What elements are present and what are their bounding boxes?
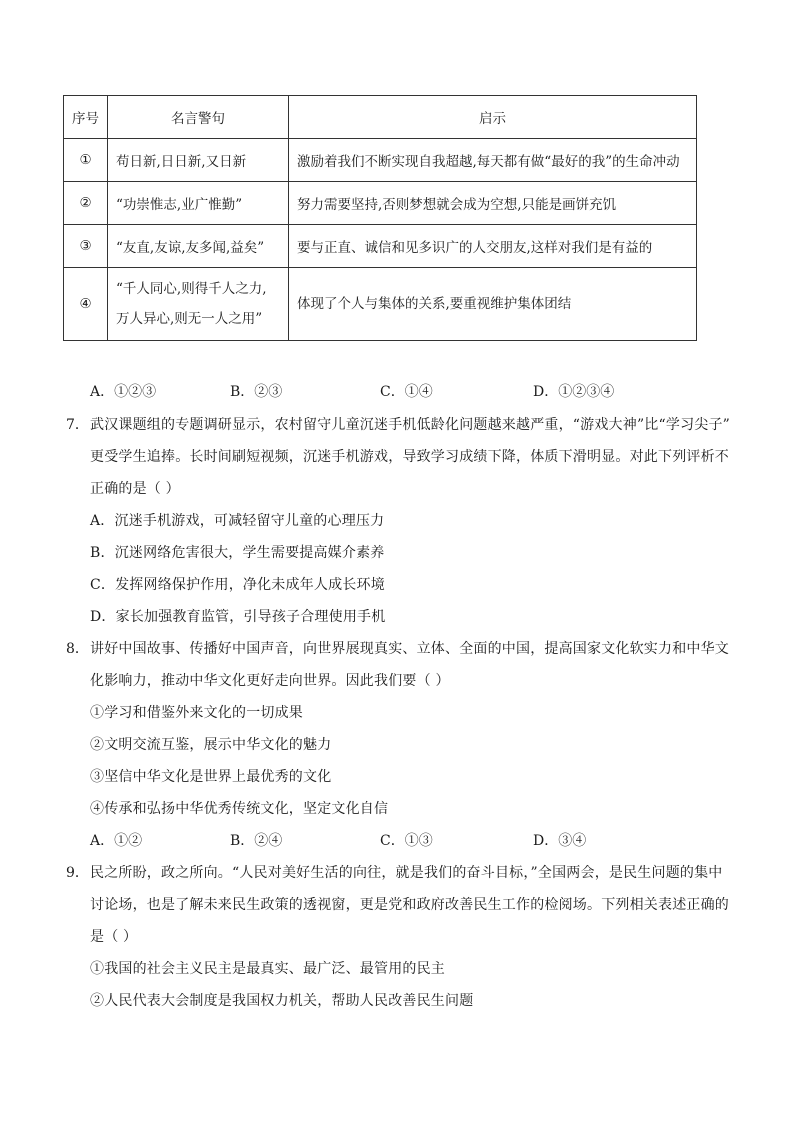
question-number: 7． — [66, 417, 89, 433]
question-stem-line: 化影响力，推动中华文化更好走向世界。因此我们要（ ） — [90, 673, 450, 689]
quotes-table — [63, 95, 697, 341]
row-number: ③ — [64, 225, 108, 268]
question-number: 9． — [66, 865, 89, 881]
statement: ④传承和弘扬中华优秀传统文化，坚定文化自信 — [90, 801, 389, 817]
option-c[interactable]: C．①④ — [380, 384, 433, 400]
row-quote — [108, 268, 289, 341]
row-insight: 努力需要坚持,否则梦想就会成为空想,只能是画饼充饥 — [289, 182, 697, 225]
option-b[interactable]: B．②④ — [230, 833, 283, 849]
table-row — [64, 268, 697, 341]
option-a[interactable]: A．沉迷手机游戏，可减轻留守儿童的心理压力 — [90, 513, 385, 529]
row-number: ④ — [64, 268, 108, 341]
row-quote: 苟日新,日日新,又日新 — [108, 139, 289, 182]
option-c[interactable]: C．发挥网络保护作用，净化未成年人成长环境 — [90, 577, 385, 593]
question-stem-line: 更受学生追捧。长时间刷短视频，沉迷手机游戏，导致学习成绩下降，体质下滑明显。对此下列评析不 — [90, 449, 729, 465]
question-stem-line: 民之所盼，政之所向。“人民对美好生活的向往，就是我们的奋斗目标，”全国两会，是民生问题的集中 — [90, 865, 723, 881]
row-quote: “功崇惟志,业广惟勤” — [108, 182, 289, 225]
table-row — [64, 225, 697, 268]
option-d[interactable]: D．③④ — [533, 833, 587, 849]
row-insight: 激励着我们不断实现自我超越,每天都有做“最好的我”的生命冲动 — [289, 139, 697, 182]
statement: ①学习和借鉴外来文化的一切成果 — [90, 705, 303, 721]
question-number: 8． — [66, 641, 89, 657]
header-insight: 启示 — [289, 96, 697, 139]
q6-options — [90, 381, 730, 401]
table-row — [64, 139, 697, 182]
table-row — [64, 182, 697, 225]
question-stem-line: 正确的是（ ） — [90, 481, 180, 497]
header-quote: 名言警句 — [108, 96, 289, 139]
question-stem-line: 是（ ） — [90, 929, 138, 945]
q8-options — [90, 830, 730, 850]
row-insight: 体现了个人与集体的关系,要重视维护集体团结 — [289, 268, 697, 341]
row-number: ② — [64, 182, 108, 225]
statement: ②人民代表大会制度是我国权力机关，帮助人民改善民生问题 — [90, 993, 474, 1009]
header-number: 序号 — [64, 96, 108, 139]
option-b[interactable]: B．沉迷网络危害很大，学生需要提高媒介素养 — [90, 545, 385, 561]
option-b[interactable]: B．②③ — [230, 384, 283, 400]
row-number: ① — [64, 139, 108, 182]
question-stem-line: 讲好中国故事、传播好中国声音，向世界展现真实、立体、全面的中国，提高国家文化软实力和中华文 — [90, 641, 729, 657]
statement: ③坚信中华文化是世界上最优秀的文化 — [90, 769, 332, 785]
option-c[interactable]: C．①③ — [380, 833, 433, 849]
question-stem-line: 讨论场，也是了解未来民生政策的透视窗，更是党和政府改善民生工作的检阅场。下列相关表述正确的 — [90, 897, 729, 913]
option-d[interactable]: D．家长加强教育监管，引导孩子合理使用手机 — [90, 609, 386, 625]
row-quote-line: 万人异心,则无一人之用” — [116, 311, 263, 327]
option-a[interactable]: A．①② — [90, 833, 143, 849]
statement: ②文明交流互鉴，展示中华文化的魅力 — [90, 737, 332, 753]
option-d[interactable]: D．①②③④ — [533, 384, 615, 400]
row-quote-line: “千人同心,则得千人之力, — [116, 281, 267, 297]
row-quote: “友直,友谅,友多闻,益矣” — [108, 225, 289, 268]
table-header-row — [64, 96, 697, 139]
option-a[interactable]: A．①②③ — [90, 384, 157, 400]
statement: ①我国的社会主义民主是最真实、最广泛、最管用的民主 — [90, 961, 445, 977]
row-insight: 要与正直、诚信和见多识广的人交朋友,这样对我们是有益的 — [289, 225, 697, 268]
question-stem-line: 武汉课题组的专题调研显示，农村留守儿童沉迷手机低龄化问题越来越严重，“游戏大神”比“学习尖子” — [90, 417, 731, 433]
